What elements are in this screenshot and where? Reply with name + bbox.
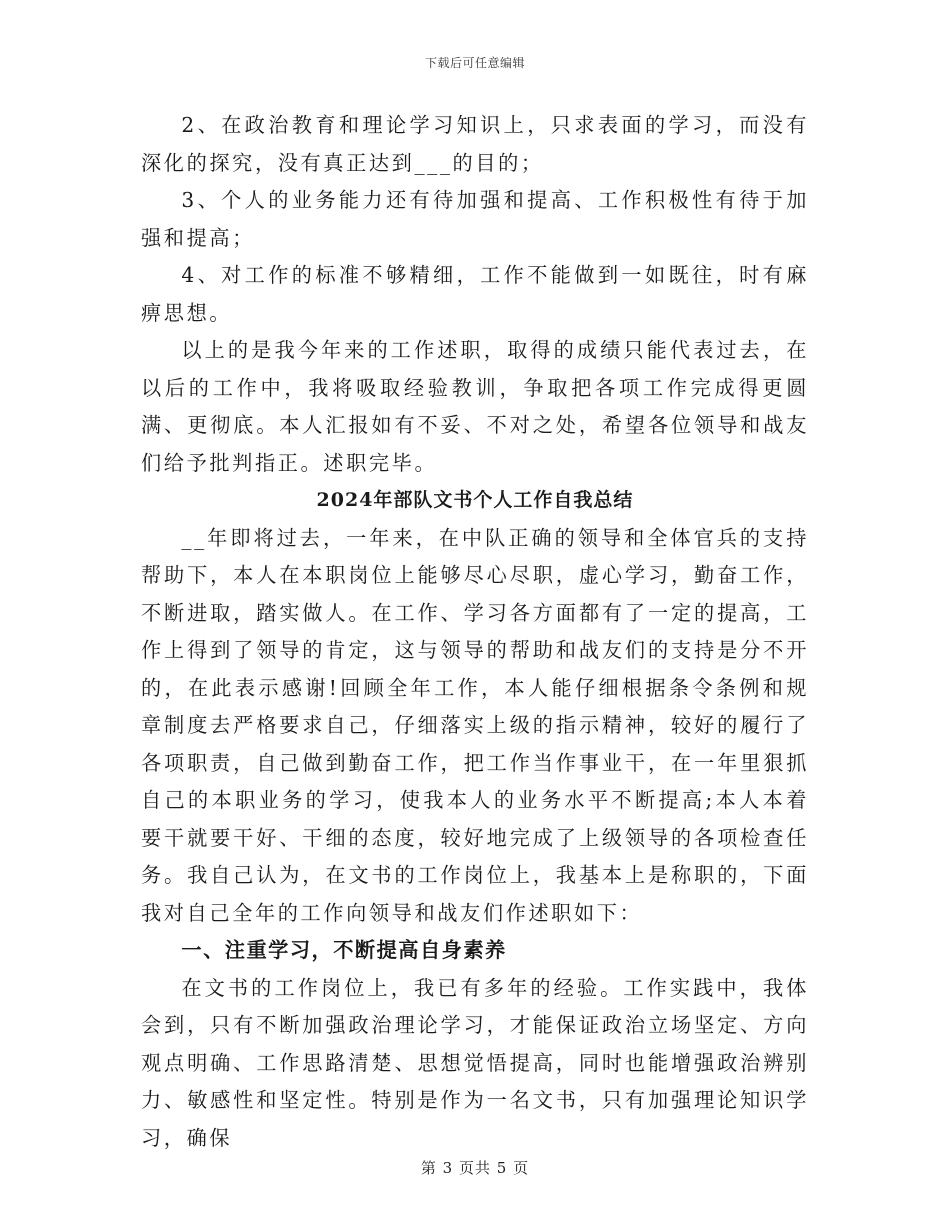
section-body-paragraph: 在文书的工作岗位上，我已有多年的经验。工作实践中，我体会到，只有不断加强政治理论学习，才能保证政治立场坚定、方向观点明确、工作思路清楚、思想觉悟提高，同时也能增强政治辨别力、敏感性和坚定性。特别是作为一名文书，只有加强理论知识学习，确保 (141, 975, 809, 1150)
document-body (141, 107, 809, 1157)
closing-paragraph: 以上的是我今年来的工作述职，取得的成绩只能代表过去，在以后的工作中，我将吸取经验教训，争取把各项工作完成得更圆满、更彻底。本人汇报如有不妥、不对之处，希望各位领导和战友们给予批判指正。述职完毕。 (141, 338, 809, 475)
paragraph-item-4: 4、对工作的标准不够精细，工作不能做到一如既往，时有麻痹思想。 (141, 263, 809, 325)
paragraph-item-3: 3、个人的业务能力还有待加强和提高、工作积极性有待于加强和提高； (141, 188, 809, 250)
document-title: 2024年部队文书个人工作自我总结 (316, 489, 634, 511)
section-heading: 一、注重学习，不断提高自身素养 (181, 938, 507, 962)
page-footer: 第 3 页共 5 页 (420, 1159, 530, 1177)
intro-paragraph: __年即将过去，一年来，在中队正确的领导和全体官兵的支持帮助下，本人在本职岗位上能够尽心尽职，虚心学习，勤奋工作，不断进取，踏实做人。在工作、学习各方面都有了一定的提高，工作上得到了领导的肯定，这与领导的帮助和战友们的支持是分不开的，在此表示感谢!回顾全年工作，本人能仔细根据条令条例和规章制度去严格要求自己，仔细落实上级的指示精神，较好的履行了各项职责，自己做到勤奋工作，把工作当作事业干，在一年里狠抓自己的本职业务的学习，使我本人的业务水平不断提高;本人本着要干就要干好、干细的态度，较好地完成了上级领导的各项检查任务。我自己认为，在文书的工作岗位上，我基本上是称职的，下面我对自己全年的工作向领导和战友们作述职如下： (141, 525, 809, 925)
paragraph-item-2: 2、在政治教育和理论学习知识上，只求表面的学习，而没有深化的探究，没有真正达到___的目的； (141, 113, 809, 175)
page-header: 下载后可任意编辑 (424, 56, 525, 70)
